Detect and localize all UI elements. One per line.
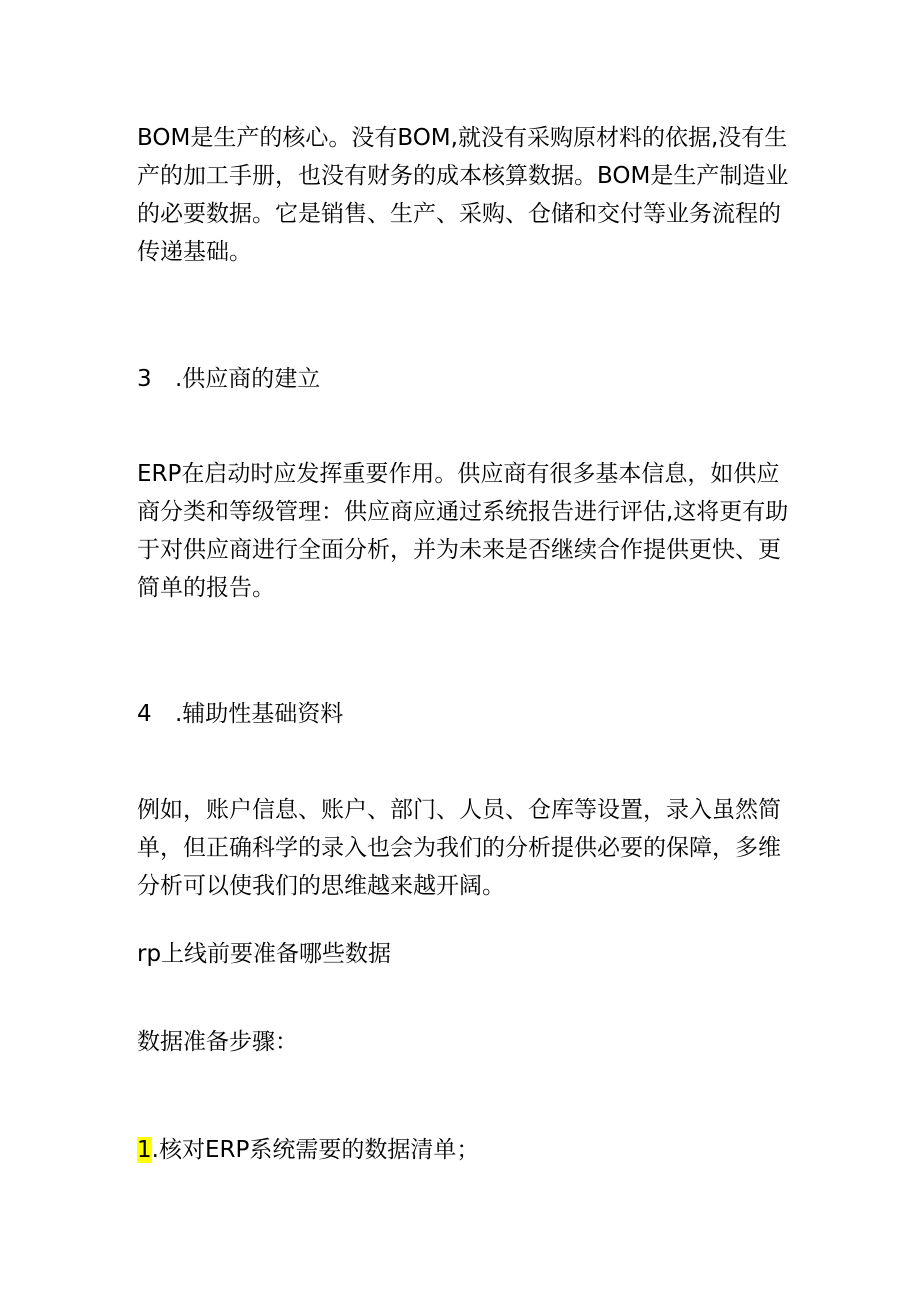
- step-number-highlight: 1: [137, 1137, 152, 1163]
- step-text: .核对ERP系统需要的数据清单；: [151, 1137, 480, 1163]
- line-steps-title: 数据准备步骤：: [137, 1029, 298, 1055]
- heading-number: 4: [137, 701, 152, 727]
- heading-number: 3: [137, 366, 152, 392]
- heading-section-4: [137, 695, 343, 733]
- heading-title: .供应商的建立: [175, 366, 321, 392]
- heading-section-3: [137, 360, 320, 398]
- heading-title: .辅助性基础资料: [175, 701, 344, 727]
- paragraph-bom: BOM是生产的核心。没有BOM,就没有采购原材料的依据,没有生产的加工手册，也没有财务的成本核算数据。BOM是生产制造业的必要数据。它是销售、生产、采购、仓储和交付等业务流程的传递基础。: [137, 125, 789, 265]
- line-erp-question: rp上线前要准备哪些数据: [137, 941, 392, 967]
- paragraph-auxiliary: 例如，账户信息、账户、部门、人员、仓库等设置，录入虽然简单，但正确科学的录入也会为我们的分析提供必要的保障，多维分析可以使我们的思维越来越开阔。: [137, 797, 781, 899]
- step-1: [137, 1131, 479, 1169]
- paragraph-supplier: ERP在启动时应发挥重要作用。供应商有很多基本信息，如供应商分类和等级管理：供应商应通过系统报告进行评估,这将更有助于对供应商进行全面分析，并为未来是否继续合作提供更快、更简单的报告。: [137, 461, 789, 601]
